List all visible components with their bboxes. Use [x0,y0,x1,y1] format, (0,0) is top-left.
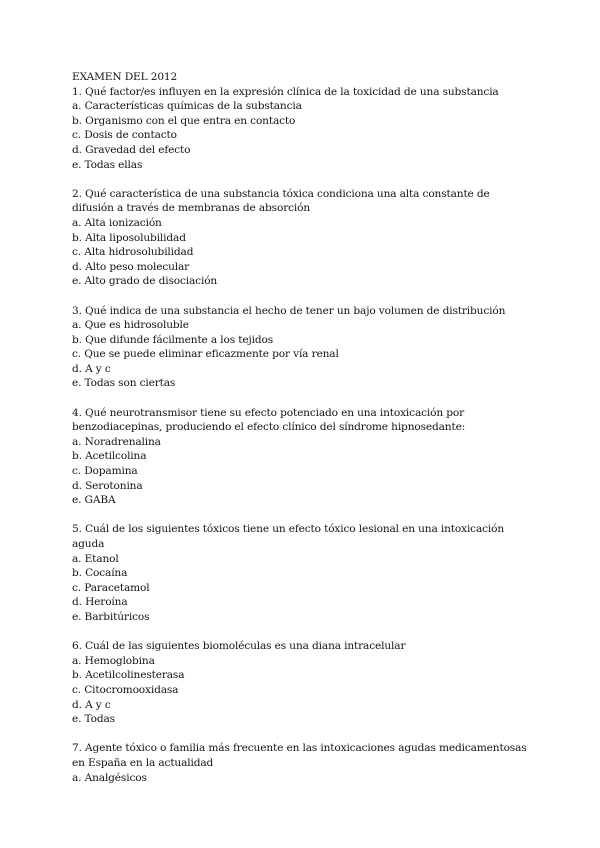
option-b: b. Acetilcolina [72,450,147,463]
option-c: c. Dopamina [72,465,138,478]
option-list [72,552,534,625]
option-a: a. Alta ionización [72,216,162,229]
option-e: e. Barbitúricos [72,610,150,623]
option-b: b. Alta liposolubilidad [72,231,186,244]
option-c: c. Que se puede eliminar eficazmente por vía renal [72,348,339,361]
option-d: d. Heroína [72,596,128,609]
option-d: d. Alto peso molecular [72,260,190,273]
option-e: e. GABA [72,494,116,507]
option-c: c. Citocromooxidasa [72,683,179,696]
option-b: b. Cocaína [72,567,128,580]
option-b: b. Organismo con el que entra en contacto [72,114,296,127]
option-a: a. Que es hidrosoluble [72,319,189,332]
option-list [72,216,534,289]
option-a: a. Noradrenalina [72,435,161,448]
option-d: d. Gravedad del efecto [72,143,191,156]
option-c: c. Alta hidrosolubilidad [72,246,194,259]
exam-page [72,70,534,800]
option-c: c. Paracetamol [72,581,150,594]
question-3 [72,304,534,392]
question-stem: 7. Agente tóxico o familia más frecuente en las intoxicaciones agudas medicamentosas en España en la actualidad [72,742,527,769]
question-6 [72,639,534,727]
question-stem: 2. Qué característica de una substancia tóxica condiciona una alta constante de difusión a través de membranas de absorción [72,187,490,215]
exam-title: EXAMEN DEL 2012 [72,71,178,83]
option-a: a. Características químicas de la substancia [72,100,302,113]
option-a: a. Etanol [72,552,119,565]
question-stem: 1. Qué factor/es influyen en la expresión clínica de la toxicidad de una substancia [72,85,499,98]
question-2 [72,187,534,289]
option-b: b. Que difunde fácilmente a los tejidos [72,333,273,346]
option-list [72,318,534,391]
option-list [72,99,534,172]
option-a: a. Hemoglobina [72,654,155,667]
option-e: e. Todas [72,713,115,726]
question-5 [72,522,534,624]
option-e: e. Todas son ciertas [72,377,176,390]
question-stem: 3. Qué indica de una substancia el hecho de tener un bajo volumen de distribución [72,304,506,317]
option-e: e. Todas ellas [72,158,143,171]
option-d: d. A y c [72,362,111,375]
option-e: e. Alto grado de disociación [72,275,218,288]
option-d: d. A y c [72,698,111,711]
option-d: d. Serotonina [72,479,143,492]
question-stem: 5. Cuál de los siguientes tóxicos tiene un efecto tóxico lesional en una intoxicación aguda [72,523,505,550]
option-c: c. Dosis de contacto [72,129,177,142]
option-list [72,654,534,727]
question-stem: 4. Qué neurotransmisor tiene su efecto potenciado en una intoxicación por benzodiacepinas, produciendo el efecto clínico del síndrome hipnosedante: [72,406,466,434]
question-stem: 6. Cuál de las siguientes biomoléculas es una diana intracelular [72,640,406,653]
option-list [72,771,534,786]
option-b: b. Acetilcolinesterasa [72,669,185,682]
option-a: a. Analgésicos [72,771,147,784]
question-7 [72,741,534,785]
question-1 [72,85,534,173]
option-list [72,435,534,508]
question-4 [72,406,534,508]
